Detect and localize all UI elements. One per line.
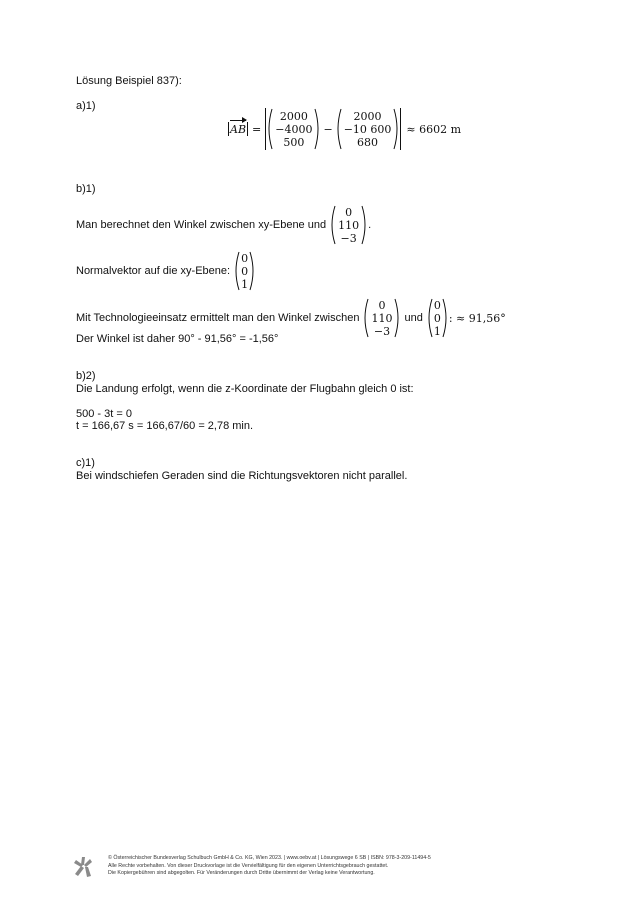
b1-line-1 (76, 205, 371, 245)
equals-sign: = (252, 122, 262, 136)
vector-2 (335, 108, 401, 150)
left-paren (329, 205, 336, 245)
left-paren (233, 251, 240, 291)
v1-z: 500 (283, 135, 305, 149)
publisher-logo-icon (73, 856, 93, 878)
footer-line-3: Die Kopiergebühren sind abgegolten. Für Veränderungen durch Dritte übernimmt der Verlag keine Verantwortung. (108, 870, 375, 876)
right-paren (249, 251, 256, 291)
dv2-x: 0 (378, 298, 386, 312)
direction-vector (329, 205, 368, 245)
right-paren (394, 298, 401, 338)
footer (108, 855, 431, 878)
section-label-b2: b)2) (76, 370, 96, 382)
b1-line-1-text: Man berechnet den Winkel zwischen xy-Ebene und (76, 219, 327, 231)
b2-line-3: t = 166,67 s = 166,67/60 = 2,78 min. (76, 420, 254, 432)
v2-x: 2000 (353, 109, 382, 123)
angle-result: : ≈ 91,56° (448, 311, 506, 325)
page-title: Lösung Beispiel 837): (76, 75, 182, 87)
dv-z: −3 (340, 231, 357, 245)
left-paren (362, 298, 369, 338)
dv-x: 0 (345, 205, 353, 219)
v1-y: −4000 (275, 122, 313, 136)
dv-y: 110 (338, 218, 360, 232)
b1-line-2 (76, 251, 256, 291)
b1-line-3 (76, 298, 506, 338)
left-paren (426, 298, 433, 338)
right-paren (393, 108, 400, 150)
v1-x: 2000 (279, 109, 308, 123)
dv2-y: 110 (371, 311, 393, 325)
vector-1 (266, 108, 321, 150)
right-paren (361, 205, 368, 245)
normal-vector (233, 251, 256, 291)
left-paren (266, 108, 273, 150)
b1-line-3-text: Mit Technologieeinsatz ermittelt man den Winkel zwischen (76, 312, 360, 324)
right-paren (314, 108, 321, 150)
c1-line-1: Bei windschiefen Geraden sind die Richtungsvektoren nicht parallel. (76, 470, 408, 482)
dv2-z: −3 (373, 324, 391, 338)
nv2-y: 0 (433, 311, 441, 325)
a1-result: ≈ 6602 m (406, 122, 462, 136)
nv2-x: 0 (433, 298, 441, 312)
section-label-c1: c)1) (76, 457, 95, 469)
nv-y: 0 (241, 264, 249, 278)
v2-z: 680 (357, 135, 379, 149)
nv-z: 1 (241, 277, 249, 291)
footer-line-2: Alle Rechte vorbehalten. Von dieser Druckvorlage ist die Vervielfältigung für den eigenen Unterrichtsgebrauch gestattet. (108, 862, 389, 869)
right-paren (442, 298, 449, 338)
nv-x: 0 (241, 251, 249, 265)
b1-line-1-end: . (368, 219, 372, 231)
b2-line-2: 500 - 3t = 0 (76, 408, 132, 420)
section-label-a1: a)1) (76, 100, 96, 112)
formula-ab-length (228, 108, 461, 150)
b1-line-2-text: Normalvektor auf die xy-Ebene: (76, 265, 231, 277)
nv2-z: 1 (433, 324, 441, 338)
direction-vector-2 (362, 298, 401, 338)
b1-line-4: Der Winkel ist daher 90° - 91,56° = -1,56° (76, 333, 279, 345)
left-paren (335, 108, 342, 150)
section-label-b1: b)1) (76, 183, 96, 195)
minus-sign: − (323, 122, 333, 136)
footer-line-1: © Österreichischer Bundesverlag Schulbuch GmbH & Co. KG, Wien 2023. | www.oebv.at | Lösungswege 6 SB | ISBN: 978-3-209-11494-5 (108, 855, 431, 861)
v2-y: −10 600 (343, 122, 392, 136)
normal-vector-2 (426, 298, 449, 338)
vector-ab-symbol: AB (230, 122, 247, 136)
b2-line-1: Die Landung erfolgt, wenn die z-Koordinate der Flugbahn gleich 0 ist: (76, 383, 414, 395)
and-word: und (404, 312, 423, 324)
